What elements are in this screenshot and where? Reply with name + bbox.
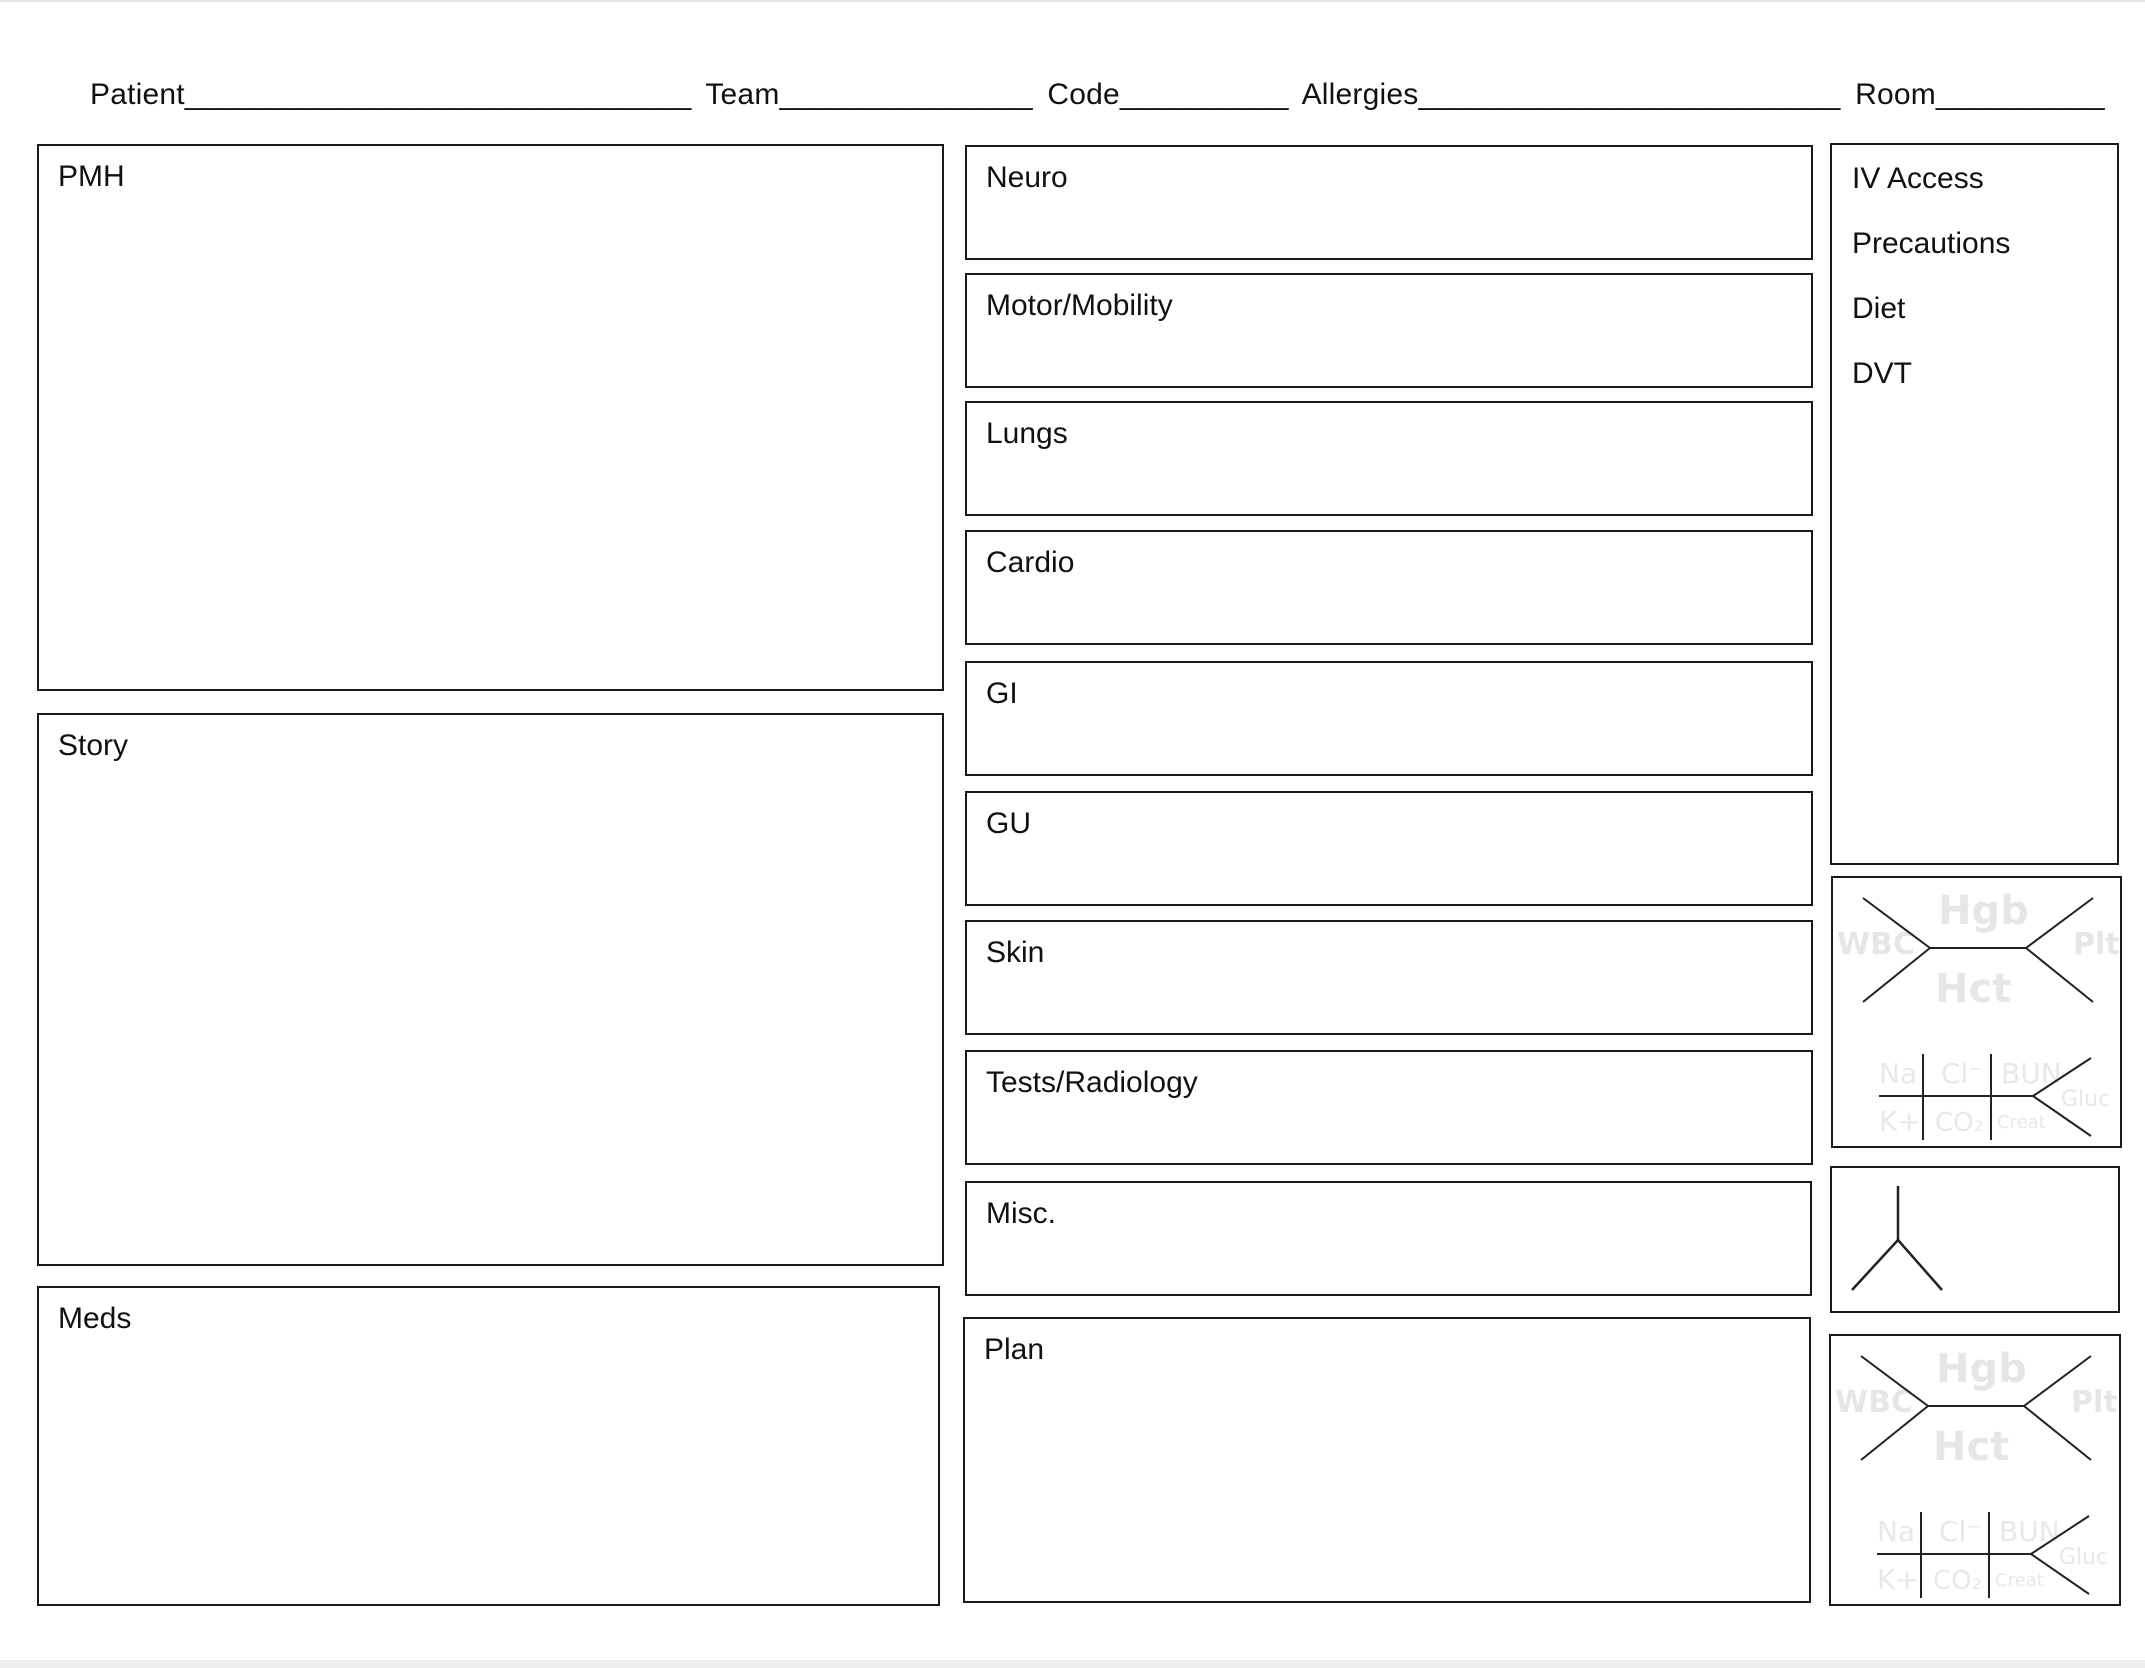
bun-label: BUN bbox=[2001, 1057, 2062, 1090]
neuro-box[interactable] bbox=[965, 145, 1813, 260]
neuro-label: Neuro bbox=[986, 161, 1068, 194]
hgb-label: Hgb bbox=[1936, 1346, 2027, 1392]
y-diagram bbox=[1832, 1168, 2122, 1315]
cardio-label: Cardio bbox=[986, 546, 1075, 579]
cardio-box[interactable] bbox=[965, 530, 1813, 645]
story-label: Story bbox=[58, 729, 129, 762]
dvt-label: DVT bbox=[1852, 357, 1912, 390]
tests-radiology-box[interactable] bbox=[965, 1050, 1813, 1165]
lungs-label: Lungs bbox=[986, 417, 1068, 450]
plan-label: Plan bbox=[984, 1333, 1045, 1366]
labs-box-2[interactable] bbox=[1829, 1334, 2121, 1606]
pmh-box[interactable] bbox=[37, 144, 944, 691]
motor-mobility-label: Motor/Mobility bbox=[986, 289, 1173, 322]
patient-field[interactable]: Patient______________________________ bbox=[90, 78, 692, 111]
care-details-box[interactable] bbox=[1830, 143, 2119, 865]
top-edge bbox=[0, 0, 2145, 2]
k-label: K+ bbox=[1879, 1105, 1921, 1138]
code-field[interactable]: Code__________ bbox=[1047, 78, 1289, 111]
na-label: Na bbox=[1877, 1515, 1916, 1548]
room-field[interactable]: Room__________ bbox=[1855, 78, 2105, 111]
meds-label: Meds bbox=[58, 1302, 132, 1335]
co2-label: CO₂ bbox=[1935, 1108, 1985, 1138]
gu-box[interactable] bbox=[965, 791, 1813, 906]
bottom-edge bbox=[0, 1660, 2145, 1668]
labs-box-1[interactable] bbox=[1831, 876, 2122, 1148]
pmh-label: PMH bbox=[58, 160, 125, 193]
allergies-field[interactable]: Allergies_________________________ bbox=[1301, 78, 1841, 111]
wbc-label: WBC bbox=[1835, 1385, 1913, 1420]
na-label: Na bbox=[1879, 1057, 1918, 1090]
tests-radiology-label: Tests/Radiology bbox=[986, 1066, 1198, 1099]
misc-label: Misc. bbox=[986, 1197, 1056, 1230]
care-details-list bbox=[1852, 159, 2010, 419]
patient-header bbox=[90, 78, 2111, 112]
plt-label: Plt bbox=[2073, 927, 2120, 962]
gu-label: GU bbox=[986, 807, 1031, 840]
gi-box[interactable] bbox=[965, 661, 1813, 776]
hct-label: Hct bbox=[1933, 1424, 2010, 1470]
cl-label: Cl⁻ bbox=[1939, 1515, 1982, 1548]
abg-box[interactable] bbox=[1830, 1166, 2120, 1313]
creat-label: Creat bbox=[1995, 1570, 2044, 1591]
team-field[interactable]: Team_______________ bbox=[705, 78, 1033, 111]
hct-label: Hct bbox=[1935, 966, 2012, 1012]
misc-box[interactable] bbox=[965, 1181, 1812, 1296]
lungs-box[interactable] bbox=[965, 401, 1813, 516]
iv-access-label: IV Access bbox=[1852, 162, 1984, 195]
skin-label: Skin bbox=[986, 936, 1045, 969]
hgb-label: Hgb bbox=[1938, 888, 2029, 934]
cl-label: Cl⁻ bbox=[1941, 1057, 1984, 1090]
diet-label: Diet bbox=[1852, 292, 1906, 325]
gi-label: GI bbox=[986, 677, 1018, 710]
lab-fishbone-diagram-2 bbox=[1831, 1336, 2123, 1608]
meds-box[interactable] bbox=[37, 1286, 940, 1606]
wbc-label: WBC bbox=[1837, 927, 1915, 962]
co2-label: CO₂ bbox=[1933, 1566, 1983, 1596]
precautions-label: Precautions bbox=[1852, 227, 2011, 260]
plt-label: Plt bbox=[2071, 1385, 2118, 1420]
k-label: K+ bbox=[1877, 1563, 1919, 1596]
story-box[interactable] bbox=[37, 713, 944, 1266]
plan-box[interactable] bbox=[963, 1317, 1811, 1603]
bun-label: BUN bbox=[1999, 1515, 2060, 1548]
skin-box[interactable] bbox=[965, 920, 1813, 1035]
creat-label: Creat bbox=[1997, 1112, 2046, 1133]
gluc-label: Gluc bbox=[2059, 1545, 2109, 1570]
gluc-label: Gluc bbox=[2061, 1087, 2111, 1112]
motor-mobility-box[interactable] bbox=[965, 273, 1813, 388]
lab-fishbone-diagram-1 bbox=[1833, 878, 2124, 1150]
